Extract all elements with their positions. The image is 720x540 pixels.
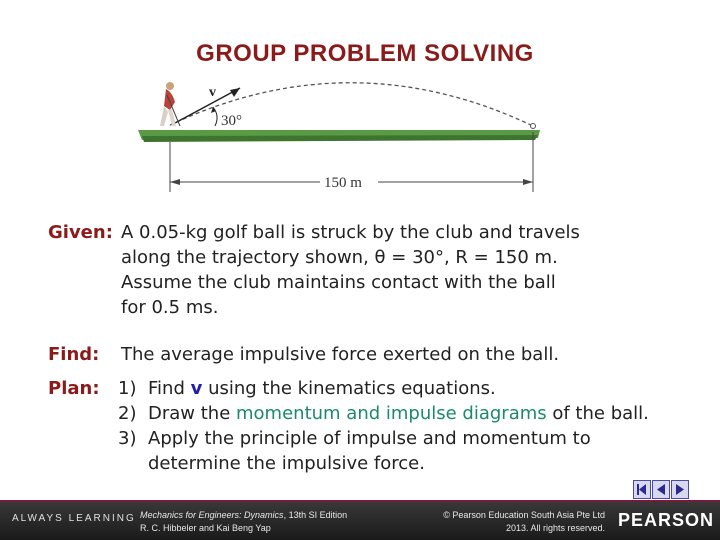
ground-strip — [138, 130, 540, 142]
plan-step-1: Find v using the kinematics equations. — [148, 378, 496, 399]
diagram-highlight: momentum and impulse diagrams — [236, 403, 547, 424]
given-label: Given: — [48, 222, 113, 243]
first-slide-icon[interactable] — [633, 480, 651, 499]
plan-step-3-number: 3) — [118, 428, 137, 449]
slide-navigation — [633, 480, 689, 500]
find-text: The average impulsive force exerted on the ball. — [121, 344, 560, 365]
velocity-variable: v — [190, 378, 203, 399]
always-learning-tagline: ALWAYS LEARNING — [12, 513, 136, 524]
book-title: Mechanics for Engineers: Dynamics — [140, 510, 284, 520]
next-slide-icon[interactable] — [671, 480, 689, 499]
footer — [0, 500, 720, 540]
book-edition: , 13th SI Edition — [283, 510, 348, 520]
plan-section — [48, 376, 713, 476]
book-citation — [140, 509, 347, 535]
pearson-logo: PEARSON — [618, 510, 715, 530]
angle-label: 30° — [221, 113, 242, 129]
plan-step-2: Draw the momentum and impulse diagrams of the ball. — [148, 403, 649, 424]
given-line-2: along the trajectory shown, θ = 30°, R = 150 m. — [121, 247, 558, 268]
given-line-4: for 0.5 ms. — [121, 297, 219, 318]
find-section — [48, 342, 708, 367]
plan-step-3-line-1: Apply the principle of impulse and momentum to — [148, 428, 591, 449]
copyright-notice: © Pearson Education South Asia Pte Ltd 2013. All rights reserved. — [443, 510, 605, 533]
trajectory-figure — [120, 80, 590, 205]
given-line-3: Assume the club maintains contact with the ball — [121, 272, 556, 293]
find-label: Find: — [48, 344, 100, 365]
given-section — [48, 220, 708, 320]
book-authors: R. C. Hibbeler and Kai Beng Yap — [140, 523, 271, 533]
plan-step-2-number: 2) — [118, 403, 137, 424]
ball-landing — [531, 124, 536, 129]
plan-label: Plan: — [48, 378, 100, 399]
previous-slide-icon[interactable] — [652, 480, 670, 499]
golfer-icon — [160, 82, 180, 126]
plan-step-1-number: 1) — [118, 378, 137, 399]
given-line-1: A 0.05-kg golf ball is struck by the club and travels — [121, 222, 580, 243]
velocity-label: v — [209, 85, 216, 100]
slide-title: GROUP PROBLEM SOLVING — [196, 40, 534, 67]
plan-step-3-line-2: determine the impulsive force. — [148, 453, 425, 474]
distance-label: 150 m — [324, 175, 362, 191]
